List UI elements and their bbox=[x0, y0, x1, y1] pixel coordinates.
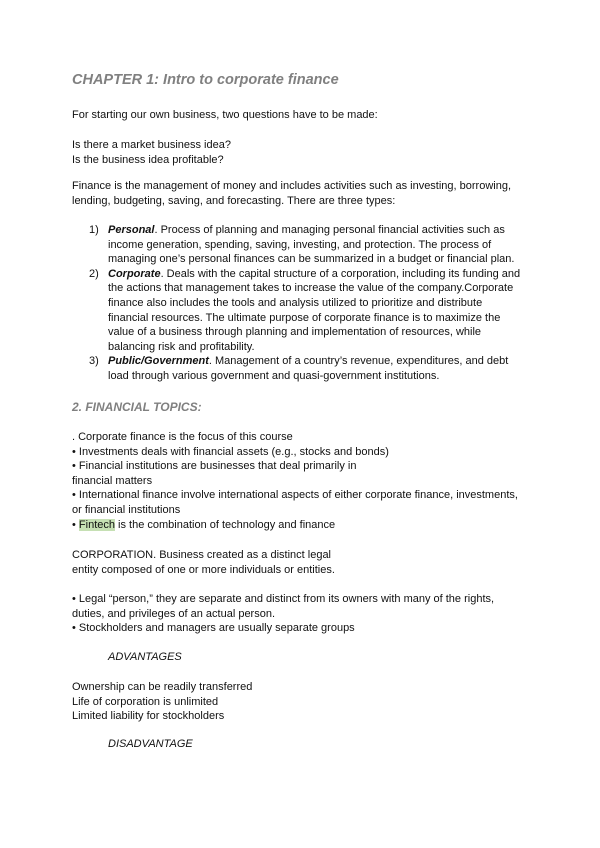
list-item bbox=[72, 518, 518, 533]
list-number: 1) bbox=[89, 224, 99, 236]
text-line: balancing risk and profitability. bbox=[108, 340, 255, 353]
text-line: lending, budgeting, saving, and forecasting. There are three types: bbox=[72, 194, 396, 207]
text-line: value of a business through planning and implementation of resources, while bbox=[108, 326, 482, 339]
list-number: 2) bbox=[89, 267, 99, 280]
text-line: the actions that management takes to increase the value of the company.Corporate bbox=[108, 282, 514, 295]
questions bbox=[72, 138, 231, 167]
text-line: • Stockholders and managers are usually separate groups bbox=[72, 622, 355, 635]
intro-text: For starting our own business, two questions have to be made: bbox=[72, 109, 378, 121]
corporation-definition bbox=[72, 548, 335, 577]
list-item: . Corporate finance is the focus of this course bbox=[72, 431, 293, 443]
text-line: duties, and privileges of an actual person. bbox=[72, 607, 276, 620]
text-line: • Legal “person,” they are separate and distinct from its owners with many of the rights, bbox=[72, 593, 495, 605]
bullet: • bbox=[72, 518, 79, 531]
finance-definition bbox=[72, 179, 511, 208]
list-item: Life of corporation is unlimited bbox=[72, 695, 219, 708]
advantages-heading: ADVANTAGES bbox=[108, 651, 182, 663]
term: Corporate bbox=[108, 267, 161, 280]
list-item-corporate bbox=[72, 267, 520, 355]
text-line: finance also includes the tools and analysis utilized to prioritize and distribute bbox=[108, 296, 483, 309]
text-line: Finance is the management of money and includes activities such as investing, borrowing, bbox=[72, 180, 512, 192]
list-item-public bbox=[72, 354, 520, 383]
topics-list bbox=[72, 430, 518, 532]
list-item-personal bbox=[72, 223, 520, 267]
types-list bbox=[72, 223, 520, 384]
question: Is there a market business idea? bbox=[72, 139, 231, 151]
text-line: . Process of planning and managing personal financial activities such as bbox=[154, 224, 505, 236]
advantages-list bbox=[72, 680, 252, 724]
section-title: 2. FINANCIAL TOPICS: bbox=[72, 400, 202, 414]
text-line: financial resources. The ultimate purpose of corporate finance is to maximize the bbox=[108, 311, 501, 324]
list-item: Ownership can be readily transferred bbox=[72, 681, 253, 693]
list-item: financial matters bbox=[72, 474, 153, 487]
list-item: • Investments deals with financial assets (e.g., stocks and bonds) bbox=[72, 445, 389, 458]
list-item: or financial institutions bbox=[72, 503, 181, 516]
text-line: . Deals with the capital structure of a corporation, including its funding and bbox=[160, 267, 521, 280]
text-line: load through various government and quasi-government institutions. bbox=[108, 369, 440, 382]
highlighted-term: Fintech bbox=[78, 518, 115, 531]
term: Personal bbox=[108, 224, 155, 236]
list-item: Limited liability for stockholders bbox=[72, 710, 225, 723]
legal-list bbox=[72, 592, 494, 636]
text-line: CORPORATION. Business created as a distinct legal bbox=[72, 549, 332, 561]
text-line: income generation, spending, saving, investing, and protection. The process of bbox=[108, 238, 492, 251]
list-item: • Financial institutions are businesses that deal primarily in bbox=[72, 460, 357, 473]
term: Public/Government bbox=[108, 355, 209, 368]
question: Is the business idea profitable? bbox=[72, 153, 224, 166]
disadvantage-heading: DISADVANTAGE bbox=[108, 738, 193, 750]
text: is the combination of technology and finance bbox=[115, 518, 336, 531]
list-item: • International finance involve international aspects of either corporate finance, investments, bbox=[72, 489, 518, 502]
list-number: 3) bbox=[89, 355, 99, 368]
text-line: entity composed of one or more individuals or entities. bbox=[72, 563, 335, 576]
text-line: . Management of a country’s revenue, expenditures, and debt bbox=[208, 355, 509, 368]
text-line: managing one’s personal finances can be summarized in a budget or financial plan. bbox=[108, 253, 515, 266]
chapter-title: CHAPTER 1: Intro to corporate finance bbox=[72, 72, 339, 88]
